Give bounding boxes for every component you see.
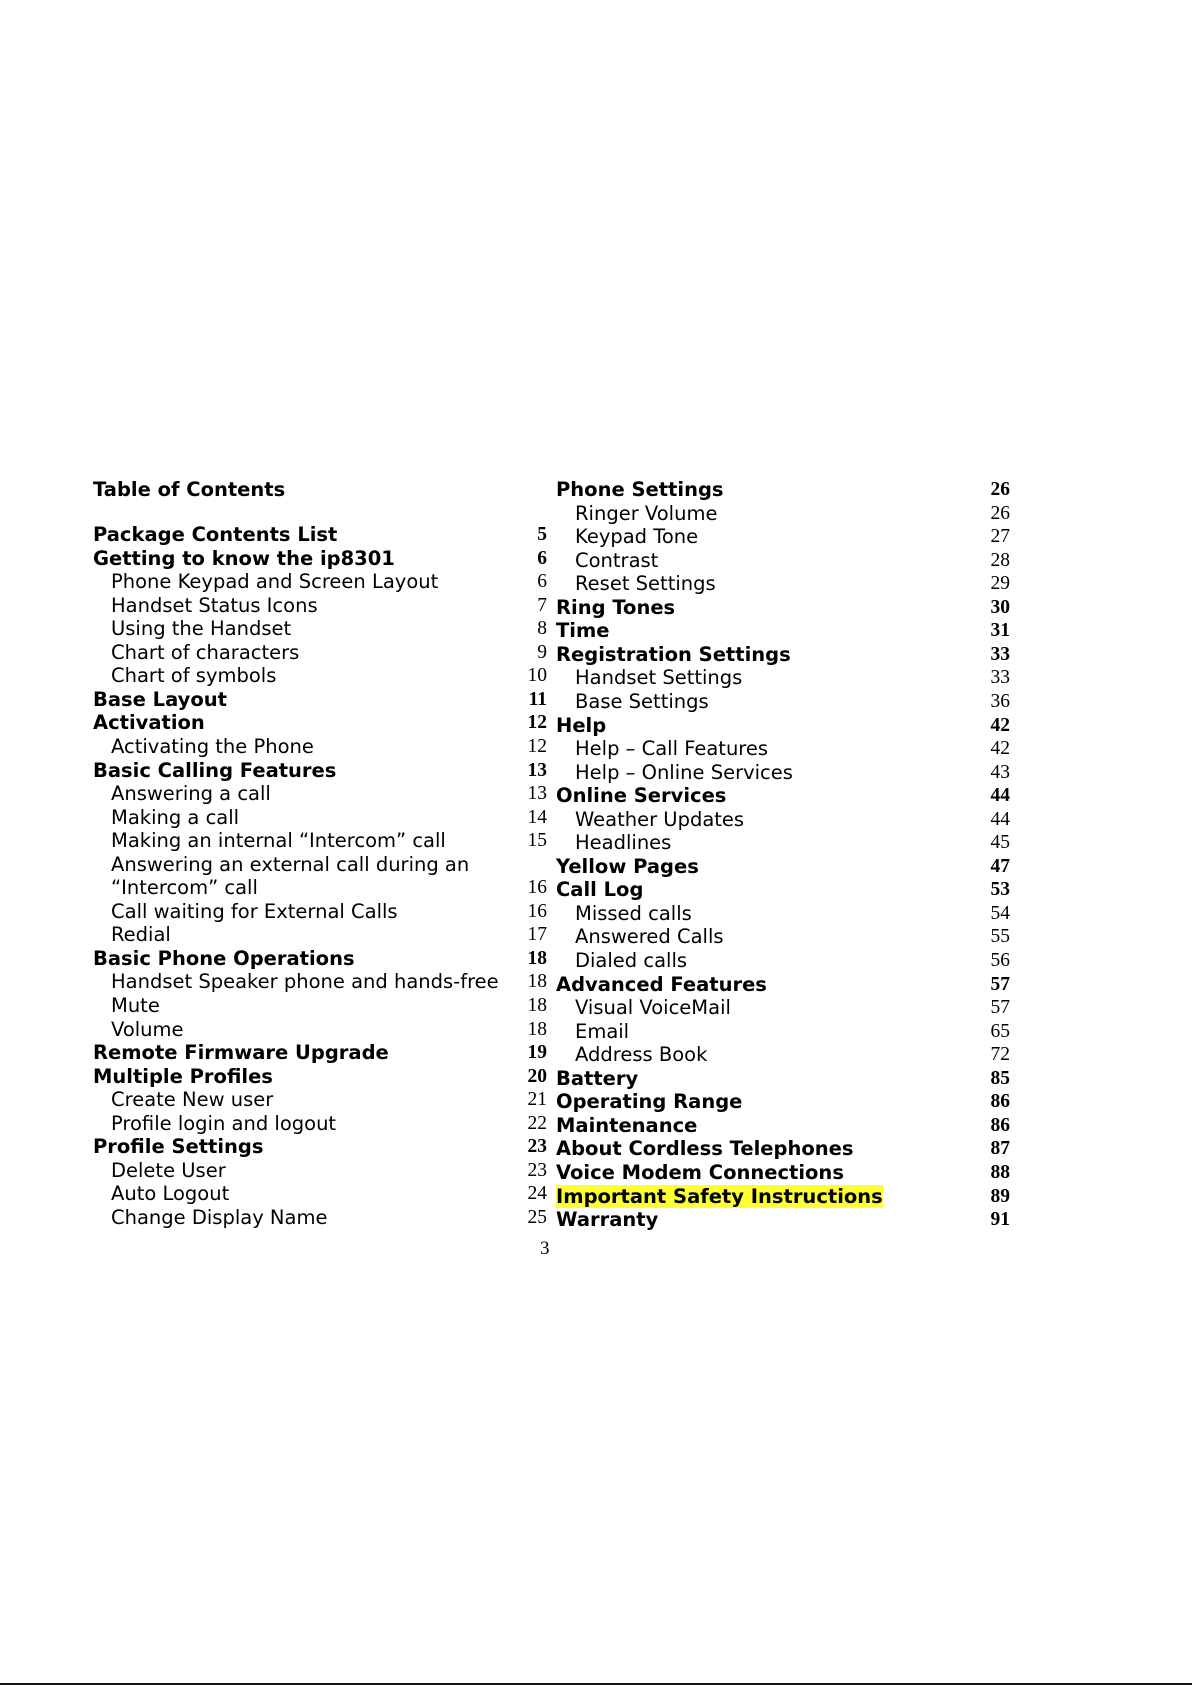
- toc-entry[interactable]: [0, 593, 1192, 620]
- toc-section-title: Operating Range: [556, 1090, 743, 1114]
- toc-page-number: 20: [527, 1065, 547, 1087]
- toc-entry[interactable]: [0, 1137, 1192, 1161]
- toc-page-number: 23: [527, 1159, 547, 1181]
- toc-page-number: 44: [990, 808, 1010, 830]
- toc-section-title: Maintenance: [556, 1113, 698, 1137]
- toc-subsection-title: Base Settings: [575, 689, 709, 713]
- toc-entry[interactable]: [0, 973, 1192, 997]
- toc-page-number: 18: [527, 1018, 547, 1040]
- toc-page-number: 5: [537, 524, 547, 545]
- toc-subsection-title: Handset Settings: [575, 666, 743, 690]
- toc-entry[interactable]: [0, 666, 1192, 690]
- toc-section-title: Remote Firmware Upgrade: [93, 1041, 389, 1065]
- toc-entry[interactable]: [0, 1205, 1192, 1232]
- toc-subsection-title: Address Book: [575, 1043, 708, 1067]
- toc-page-number: 26: [990, 502, 1010, 524]
- toc-page-number: 16: [527, 877, 547, 899]
- toc-section-title: Registration Settings: [556, 642, 791, 666]
- toc-page-number: 18: [527, 995, 547, 1016]
- toc-subsection-title: Call waiting for External Calls: [111, 899, 398, 923]
- toc-subsection-title: Help – Call Features: [575, 737, 769, 761]
- toc-page-number: 57: [990, 997, 1010, 1019]
- toc-subsection-title: Handset Speaker phone and hands-free: [111, 970, 499, 994]
- toc-page-number: 31: [990, 620, 1010, 642]
- toc-page-number: 36: [990, 690, 1010, 712]
- toc-page-number: 57: [990, 973, 1010, 995]
- toc-page-number: 54: [990, 902, 1010, 924]
- toc-page-number: 8: [537, 618, 547, 640]
- toc-subsection-title: Activating the Phone: [111, 734, 314, 758]
- toc-page-number: 10: [527, 665, 547, 687]
- toc-page-number: 14: [527, 806, 547, 828]
- toc-entry[interactable]: [0, 758, 1192, 785]
- toc-entry[interactable]: [0, 925, 1192, 949]
- toc-entry[interactable]: [0, 502, 1192, 526]
- toc-section-title: Package Contents List: [93, 523, 338, 546]
- toc-page-number: 24: [527, 1183, 547, 1205]
- toc-subsection-title: Auto Logout: [111, 1182, 230, 1206]
- toc-subsection-title: Profile login and logout: [111, 1111, 337, 1135]
- toc-subsection-title: Missed calls: [575, 901, 692, 925]
- toc-subsection-title: Answering a call: [111, 782, 271, 806]
- toc-entry[interactable]: [0, 546, 1192, 573]
- toc-page-number: 85: [990, 1067, 1010, 1089]
- toc-entry[interactable]: [0, 1064, 1192, 1091]
- toc-subsection-title: Keypad Tone: [575, 525, 699, 549]
- toc-subsection-title: Dialed calls: [575, 949, 688, 972]
- toc-subsection-title: Reset Settings: [575, 572, 716, 596]
- toc-section-title: Battery: [556, 1066, 639, 1090]
- toc-page-number: 15: [527, 830, 547, 852]
- toc-entry[interactable]: [0, 714, 1192, 738]
- toc-page-number: 47: [990, 855, 1010, 877]
- toc-section-title: Getting to know the ip8301: [93, 546, 395, 570]
- toc-subsection-title: Redial: [111, 923, 171, 947]
- toc-section-title: Ring Tones: [556, 595, 676, 619]
- toc-page-number: 28: [990, 549, 1010, 571]
- toc-section-title: Time: [556, 619, 610, 643]
- toc-subsection-title: Chart of characters: [111, 640, 300, 664]
- toc-subsection-title: Help – Online Services: [575, 760, 793, 784]
- toc-page-number: 22: [527, 1112, 547, 1134]
- toc-entry[interactable]: [0, 619, 1192, 643]
- toc-page-number: 56: [990, 950, 1010, 971]
- toc-subsection-title: Handset Status Icons: [111, 593, 318, 617]
- toc-subsection-title: Making an internal “Intercom” call: [111, 829, 446, 853]
- toc-section-title: Advanced Features: [556, 972, 767, 996]
- toc-page-number: 55: [990, 926, 1010, 948]
- toc-section-title: Voice Modem Connections: [556, 1160, 844, 1184]
- toc-subsection-title: Answering an external call during an: [111, 852, 470, 876]
- toc-subsection-title: Ringer Volume: [575, 501, 718, 525]
- toc-page-number: 27: [990, 526, 1010, 548]
- toc-page-number: 25: [527, 1206, 547, 1228]
- toc-section-title: Multiple Profiles: [93, 1064, 273, 1088]
- toc-entry[interactable]: [0, 831, 1192, 855]
- toc-page-number: 53: [990, 879, 1010, 901]
- toc-entry[interactable]: [0, 805, 1192, 832]
- toc-page-number: 13: [527, 759, 547, 781]
- toc-page-number: 86: [990, 1114, 1010, 1136]
- toc-section-title: Basic Phone Operations: [93, 946, 355, 970]
- toc-subsection-title: Mute: [111, 994, 160, 1017]
- toc-page-number: 45: [990, 832, 1010, 854]
- toc-section-title: Activation: [93, 711, 205, 735]
- toc-entry[interactable]: [0, 478, 1192, 502]
- toc-section-title: Warranty: [556, 1208, 659, 1232]
- toc-subsection-title: Phone Keypad and Screen Layout: [111, 570, 439, 594]
- toc-entry[interactable]: [0, 1185, 1192, 1209]
- toc-subsection-title: Volume: [111, 1017, 184, 1041]
- toc-page-number: 65: [990, 1020, 1010, 1042]
- toc-page-number: 88: [990, 1161, 1010, 1183]
- toc-section-title: Base Layout: [93, 687, 227, 711]
- toc-entry[interactable]: [0, 878, 1192, 902]
- toc-entry[interactable]: [0, 734, 1192, 761]
- toc-page-number: 18: [527, 947, 547, 969]
- toc-page-number: 91: [990, 1209, 1010, 1231]
- toc-page-number: 86: [990, 1091, 1010, 1113]
- toc-subsection-title: Contrast: [575, 548, 659, 572]
- toc-page-number: 29: [990, 573, 1010, 595]
- toc-entry[interactable]: [0, 784, 1192, 808]
- toc-entry[interactable]: [0, 1111, 1192, 1138]
- toc-page-number: 72: [990, 1044, 1010, 1066]
- toc-page-number: 12: [527, 712, 547, 734]
- toc-subsection-title: Change Display Name: [111, 1205, 328, 1229]
- toc-page-number: 11: [528, 688, 547, 710]
- toc-page-number: 42: [990, 714, 1010, 736]
- toc-section-title: Online Services: [556, 784, 727, 808]
- toc-section-title: Important Safety Instructions: [556, 1184, 883, 1208]
- toc-section-title: Yellow Pages: [556, 854, 699, 878]
- toc-section-title: About Cordless Telephones: [556, 1137, 854, 1161]
- toc-page-number: 33: [990, 667, 1010, 689]
- toc-page-number: 21: [527, 1089, 547, 1111]
- toc-title: Table of Contents: [93, 478, 286, 501]
- toc-entry[interactable]: [0, 1017, 1192, 1044]
- toc-page-number: 26: [990, 479, 1010, 500]
- toc-page-number: 7: [537, 594, 547, 616]
- toc-page-number: 33: [990, 643, 1010, 665]
- toc-section-title: Profile Settings: [93, 1135, 264, 1159]
- toc-entry[interactable]: [0, 852, 1192, 879]
- toc-entry[interactable]: [0, 899, 1192, 926]
- toc-page-number: 9: [537, 641, 547, 663]
- toc-subsection-title: Using the Handset: [111, 617, 292, 641]
- toc-entry[interactable]: [0, 1158, 1192, 1185]
- toc-page-number: 6: [537, 547, 547, 569]
- toc-page-number: 44: [990, 785, 1010, 807]
- toc-page-number: 13: [527, 783, 547, 805]
- toc-page-number: 12: [527, 735, 547, 757]
- toc-page-number: 19: [527, 1042, 547, 1064]
- toc-subsection-title: Email: [575, 1019, 630, 1043]
- toc-subsection-title: Answered Calls: [575, 925, 724, 949]
- toc-page-number: 89: [990, 1185, 1010, 1207]
- toc-subsection-title: Delete User: [111, 1158, 226, 1182]
- toc-page-number: 87: [990, 1138, 1010, 1160]
- toc-subsection-title: “Intercom” call: [111, 876, 258, 900]
- toc-page-number: 30: [990, 596, 1010, 618]
- toc-page-number: 23: [527, 1136, 547, 1158]
- toc-page-number: 18: [527, 971, 547, 993]
- toc-entry[interactable]: [0, 687, 1192, 714]
- toc-section-title: Basic Calling Features: [93, 758, 337, 782]
- toc-page-number: 6: [537, 571, 547, 593]
- toc-entry[interactable]: [0, 572, 1192, 596]
- toc-entry[interactable]: [0, 640, 1192, 667]
- toc-entry[interactable]: [0, 1090, 1192, 1114]
- toc-section-title: Phone Settings: [556, 478, 724, 501]
- page-number: 3: [540, 1238, 550, 1259]
- toc-page-number: 16: [527, 900, 547, 922]
- toc-subsection-title: Create New user: [111, 1088, 274, 1112]
- toc-section-title: Help: [556, 713, 607, 737]
- toc-page-number: 43: [990, 761, 1010, 783]
- toc-subsection-title: Visual VoiceMail: [575, 996, 731, 1020]
- toc-entry[interactable]: [0, 996, 1192, 1020]
- toc-subsection-title: Weather Updates: [575, 807, 745, 831]
- toc-entry[interactable]: [0, 1043, 1192, 1067]
- toc-subsection-title: Chart of symbols: [111, 664, 277, 688]
- toc-subsection-title: Headlines: [575, 831, 672, 855]
- toc-entry[interactable]: [0, 946, 1192, 973]
- toc-entry[interactable]: [0, 525, 1192, 549]
- toc-subsection-title: Making a call: [111, 805, 240, 829]
- toc-section-title: Call Log: [556, 878, 644, 902]
- toc-page-number: 17: [527, 924, 547, 946]
- toc-page-number: 42: [990, 738, 1010, 760]
